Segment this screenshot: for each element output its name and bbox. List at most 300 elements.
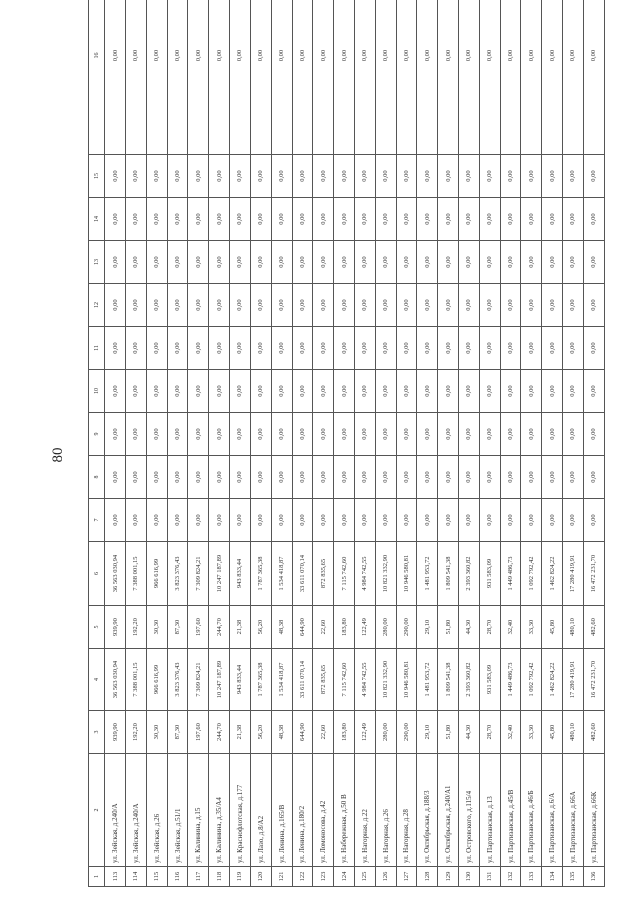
- value-cell: 56,20: [250, 606, 271, 649]
- value-cell: 0,00: [521, 456, 542, 499]
- value-cell: 0,00: [105, 241, 126, 284]
- table-row: [479, 0, 500, 887]
- address-cell: ул. Зейская, д.240/А: [105, 754, 126, 867]
- value-cell: 244,70: [209, 711, 230, 754]
- value-cell: 0,00: [146, 456, 167, 499]
- value-cell: 0,00: [209, 198, 230, 241]
- value-cell: 0,00: [105, 327, 126, 370]
- table-body: [89, 0, 605, 887]
- value-cell: 0,00: [250, 284, 271, 327]
- table-row: [375, 0, 396, 887]
- value-cell: 0,00: [417, 370, 438, 413]
- value-cell: 872 835,65: [313, 649, 334, 711]
- row-number: 113: [105, 867, 126, 887]
- table-row: [250, 0, 271, 887]
- value-cell: 192,20: [126, 606, 147, 649]
- value-cell: 0,00: [583, 327, 604, 370]
- address-cell: ул. Партизанская, д.45/В: [500, 754, 521, 867]
- address-cell: ул. Островского, д.115/4: [459, 754, 480, 867]
- value-cell: 0,00: [271, 0, 292, 155]
- value-cell: 0,00: [146, 327, 167, 370]
- value-cell: 0,00: [563, 155, 584, 198]
- value-cell: 36 563 030,94: [105, 649, 126, 711]
- value-cell: 0,00: [438, 413, 459, 456]
- row-number: 118: [209, 867, 230, 887]
- address-cell: ул. Партизанская, д.6/А: [542, 754, 563, 867]
- value-cell: 0,00: [521, 0, 542, 155]
- value-cell: 0,00: [479, 499, 500, 542]
- value-cell: 0,00: [334, 198, 355, 241]
- value-cell: 0,00: [375, 284, 396, 327]
- row-number: 122: [292, 867, 313, 887]
- value-cell: 0,00: [396, 499, 417, 542]
- value-cell: 33 611 070,14: [292, 542, 313, 606]
- value-cell: 966 616,99: [146, 649, 167, 711]
- value-cell: 0,00: [354, 456, 375, 499]
- value-cell: 0,00: [313, 0, 334, 155]
- value-cell: 1 481 953,72: [417, 542, 438, 606]
- value-cell: 0,00: [479, 198, 500, 241]
- value-cell: 0,00: [583, 198, 604, 241]
- value-cell: 0,00: [146, 284, 167, 327]
- value-cell: 0,00: [250, 241, 271, 284]
- value-cell: 0,00: [271, 370, 292, 413]
- value-cell: 0,00: [126, 241, 147, 284]
- value-cell: 0,00: [500, 456, 521, 499]
- table-row: [313, 0, 334, 887]
- value-cell: 56,20: [250, 711, 271, 754]
- table-row: [396, 0, 417, 887]
- value-cell: 0,00: [292, 241, 313, 284]
- value-cell: 0,00: [188, 284, 209, 327]
- value-cell: 0,00: [250, 198, 271, 241]
- value-cell: 0,00: [459, 241, 480, 284]
- value-cell: 0,00: [167, 198, 188, 241]
- value-cell: 0,00: [230, 241, 251, 284]
- column-number: 3: [89, 711, 105, 754]
- value-cell: 0,00: [209, 327, 230, 370]
- value-cell: 0,00: [334, 155, 355, 198]
- address-cell: ул. Нагорная, д.22: [354, 754, 375, 867]
- value-cell: 10 946 580,81: [396, 542, 417, 606]
- value-cell: 0,00: [542, 413, 563, 456]
- table-row: [209, 0, 230, 887]
- value-cell: 0,00: [375, 198, 396, 241]
- table-row: [459, 0, 480, 887]
- value-cell: 1 449 486,73: [500, 649, 521, 711]
- value-cell: 0,00: [417, 327, 438, 370]
- row-number: 120: [250, 867, 271, 887]
- value-cell: 0,00: [375, 413, 396, 456]
- value-cell: 28,70: [479, 711, 500, 754]
- value-cell: 0,00: [583, 241, 604, 284]
- value-cell: 0,00: [417, 155, 438, 198]
- row-number: 124: [334, 867, 355, 887]
- value-cell: 0,00: [271, 284, 292, 327]
- value-cell: 0,00: [188, 413, 209, 456]
- row-number: 121: [271, 867, 292, 887]
- value-cell: 0,00: [188, 155, 209, 198]
- row-number: 135: [563, 867, 584, 887]
- row-number: 132: [500, 867, 521, 887]
- value-cell: 0,00: [438, 370, 459, 413]
- value-cell: 0,00: [396, 413, 417, 456]
- value-cell: 0,00: [542, 284, 563, 327]
- address-cell: ул. Ленина, д.180/2: [292, 754, 313, 867]
- value-cell: 480,10: [563, 606, 584, 649]
- value-cell: 0,00: [167, 456, 188, 499]
- column-number: 9: [89, 413, 105, 456]
- value-cell: 0,00: [438, 284, 459, 327]
- value-cell: 0,00: [459, 413, 480, 456]
- row-number: 115: [146, 867, 167, 887]
- value-cell: 0,00: [563, 198, 584, 241]
- table-row: [417, 0, 438, 887]
- value-cell: 0,00: [542, 499, 563, 542]
- table-row: [188, 0, 209, 887]
- value-cell: 0,00: [459, 0, 480, 155]
- row-number: 117: [188, 867, 209, 887]
- value-cell: 1 809 541,38: [438, 542, 459, 606]
- table-row: [334, 0, 355, 887]
- column-number: 6: [89, 542, 105, 606]
- value-cell: 0,00: [500, 198, 521, 241]
- row-number: 127: [396, 867, 417, 887]
- value-cell: 0,00: [521, 284, 542, 327]
- value-cell: 0,00: [209, 456, 230, 499]
- value-cell: 4 984 742,55: [354, 542, 375, 606]
- value-cell: 0,00: [417, 456, 438, 499]
- value-cell: 0,00: [188, 456, 209, 499]
- value-cell: 0,00: [105, 456, 126, 499]
- value-cell: 0,00: [417, 499, 438, 542]
- value-cell: 0,00: [500, 370, 521, 413]
- address-cell: ул. Нагорная, д.26: [375, 754, 396, 867]
- value-cell: 0,00: [563, 0, 584, 155]
- value-cell: 0,00: [417, 413, 438, 456]
- value-cell: 0,00: [583, 456, 604, 499]
- value-cell: 1 449 486,73: [500, 542, 521, 606]
- value-cell: 0,00: [292, 370, 313, 413]
- value-cell: 280,00: [375, 711, 396, 754]
- value-cell: 7 309 824,21: [188, 542, 209, 606]
- value-cell: 480,10: [563, 711, 584, 754]
- value-cell: 0,00: [521, 499, 542, 542]
- value-cell: 10 821 332,90: [375, 542, 396, 606]
- row-number: 133: [521, 867, 542, 887]
- value-cell: 0,00: [354, 327, 375, 370]
- column-number: 4: [89, 649, 105, 711]
- value-cell: 0,00: [230, 456, 251, 499]
- value-cell: 0,00: [375, 0, 396, 155]
- value-cell: 0,00: [313, 155, 334, 198]
- value-cell: 0,00: [126, 155, 147, 198]
- address-cell: ул. Краснофлотская, д.177: [230, 754, 251, 867]
- value-cell: 0,00: [105, 155, 126, 198]
- table-row: [563, 0, 584, 887]
- value-cell: 10 247 187,89: [209, 542, 230, 606]
- value-cell: 7 388 001,15: [126, 542, 147, 606]
- value-cell: 32,40: [500, 711, 521, 754]
- value-cell: 0,00: [563, 370, 584, 413]
- value-cell: 0,00: [292, 413, 313, 456]
- row-number: 116: [167, 867, 188, 887]
- value-cell: 0,00: [479, 155, 500, 198]
- value-cell: 0,00: [126, 198, 147, 241]
- value-cell: 939,90: [105, 606, 126, 649]
- table-row: [438, 0, 459, 887]
- value-cell: 0,00: [105, 284, 126, 327]
- table-row: [126, 0, 147, 887]
- value-cell: 0,00: [292, 198, 313, 241]
- value-cell: 0,00: [334, 284, 355, 327]
- value-cell: 0,00: [230, 413, 251, 456]
- value-cell: 0,00: [230, 198, 251, 241]
- value-cell: 197,60: [188, 711, 209, 754]
- value-cell: 0,00: [459, 155, 480, 198]
- value-cell: 0,00: [188, 370, 209, 413]
- value-cell: 1 787 365,38: [250, 649, 271, 711]
- value-cell: 939,90: [105, 711, 126, 754]
- address-cell: ул. Зейская, д.240/А: [126, 754, 147, 867]
- address-cell: ул. Ломоносова, д.42: [313, 754, 334, 867]
- value-cell: 0,00: [542, 456, 563, 499]
- value-cell: 0,00: [271, 241, 292, 284]
- value-cell: 0,00: [354, 0, 375, 155]
- value-cell: 0,00: [396, 155, 417, 198]
- row-number: 123: [313, 867, 334, 887]
- page-number: 80: [50, 447, 66, 463]
- value-cell: 183,80: [334, 711, 355, 754]
- value-cell: 0,00: [417, 0, 438, 155]
- value-cell: 0,00: [105, 413, 126, 456]
- value-cell: 0,00: [334, 370, 355, 413]
- value-cell: 0,00: [167, 241, 188, 284]
- value-cell: 0,00: [250, 0, 271, 155]
- value-cell: 0,00: [583, 284, 604, 327]
- value-cell: 1 092 792,42: [521, 649, 542, 711]
- value-cell: 0,00: [354, 155, 375, 198]
- value-cell: 644,90: [292, 606, 313, 649]
- row-number: 114: [126, 867, 147, 887]
- value-cell: 29,10: [417, 606, 438, 649]
- value-cell: 0,00: [583, 413, 604, 456]
- table-row: [583, 0, 604, 887]
- housing-table: [88, 0, 605, 887]
- value-cell: 28,70: [479, 606, 500, 649]
- column-number: 7: [89, 499, 105, 542]
- row-number: 134: [542, 867, 563, 887]
- value-cell: 3 823 376,43: [167, 649, 188, 711]
- value-cell: 16 472 231,70: [583, 649, 604, 711]
- value-cell: 0,00: [250, 413, 271, 456]
- value-cell: 0,00: [375, 370, 396, 413]
- value-cell: 0,00: [500, 413, 521, 456]
- value-cell: 0,00: [250, 370, 271, 413]
- value-cell: 0,00: [479, 327, 500, 370]
- column-number: 15: [89, 155, 105, 198]
- value-cell: 44,30: [459, 606, 480, 649]
- value-cell: 4 984 742,55: [354, 649, 375, 711]
- value-cell: 0,00: [438, 155, 459, 198]
- table-row: [271, 0, 292, 887]
- row-number: 128: [417, 867, 438, 887]
- column-number: 14: [89, 198, 105, 241]
- value-cell: 17 280 419,91: [563, 649, 584, 711]
- value-cell: 0,00: [105, 499, 126, 542]
- value-cell: 0,00: [375, 241, 396, 284]
- value-cell: 0,00: [313, 241, 334, 284]
- value-cell: 22,60: [313, 606, 334, 649]
- value-cell: 0,00: [417, 284, 438, 327]
- value-cell: 51,80: [438, 606, 459, 649]
- value-cell: 21,38: [230, 606, 251, 649]
- value-cell: 0,00: [375, 499, 396, 542]
- address-cell: ул. Партизанская, д.66А: [563, 754, 584, 867]
- value-cell: 0,00: [396, 284, 417, 327]
- value-cell: 0,00: [126, 284, 147, 327]
- value-cell: 644,90: [292, 711, 313, 754]
- value-cell: 0,00: [271, 456, 292, 499]
- value-cell: 482,60: [583, 606, 604, 649]
- value-cell: 0,00: [438, 327, 459, 370]
- value-cell: 7 309 824,21: [188, 649, 209, 711]
- value-cell: 0,00: [479, 0, 500, 155]
- value-cell: 0,00: [438, 456, 459, 499]
- address-cell: ул. Партизанская, д.66К: [583, 754, 604, 867]
- value-cell: 0,00: [188, 198, 209, 241]
- value-cell: 0,00: [209, 284, 230, 327]
- value-cell: 0,00: [521, 155, 542, 198]
- value-cell: 0,00: [271, 499, 292, 542]
- value-cell: 87,30: [167, 606, 188, 649]
- value-cell: 0,00: [396, 241, 417, 284]
- table-row: [167, 0, 188, 887]
- value-cell: 0,00: [334, 0, 355, 155]
- value-cell: 482,60: [583, 711, 604, 754]
- value-cell: 0,00: [334, 327, 355, 370]
- value-cell: 0,00: [250, 327, 271, 370]
- value-cell: 0,00: [459, 284, 480, 327]
- address-cell: ул. Нагорная, д.28: [396, 754, 417, 867]
- value-cell: 0,00: [167, 413, 188, 456]
- value-cell: 0,00: [396, 0, 417, 155]
- value-cell: 1 462 824,22: [542, 542, 563, 606]
- value-cell: 3 823 376,43: [167, 542, 188, 606]
- value-cell: 33,30: [521, 711, 542, 754]
- value-cell: 32,40: [500, 606, 521, 649]
- value-cell: 0,00: [105, 0, 126, 155]
- value-cell: 0,00: [459, 499, 480, 542]
- value-cell: 48,38: [271, 711, 292, 754]
- value-cell: 51,80: [438, 711, 459, 754]
- value-cell: 943 833,44: [230, 542, 251, 606]
- value-cell: 0,00: [521, 198, 542, 241]
- value-cell: 0,00: [334, 499, 355, 542]
- value-cell: 0,00: [271, 327, 292, 370]
- value-cell: 0,00: [146, 499, 167, 542]
- value-cell: 0,00: [354, 284, 375, 327]
- value-cell: 0,00: [230, 327, 251, 370]
- value-cell: 2 393 360,82: [459, 649, 480, 711]
- value-cell: 0,00: [167, 0, 188, 155]
- value-cell: 0,00: [500, 155, 521, 198]
- value-cell: 966 616,99: [146, 542, 167, 606]
- value-cell: 44,30: [459, 711, 480, 754]
- value-cell: 0,00: [563, 499, 584, 542]
- column-number: 1: [89, 867, 105, 887]
- value-cell: 0,00: [521, 327, 542, 370]
- column-number: 11: [89, 327, 105, 370]
- value-cell: 0,00: [292, 456, 313, 499]
- value-cell: 7 388 001,15: [126, 649, 147, 711]
- value-cell: 0,00: [292, 155, 313, 198]
- value-cell: 0,00: [396, 456, 417, 499]
- column-number: 16: [89, 0, 105, 155]
- value-cell: 0,00: [313, 198, 334, 241]
- value-cell: 1 534 418,87: [271, 649, 292, 711]
- value-cell: 22,60: [313, 711, 334, 754]
- value-cell: 122,49: [354, 606, 375, 649]
- value-cell: 0,00: [167, 284, 188, 327]
- column-number: 5: [89, 606, 105, 649]
- value-cell: 0,00: [417, 198, 438, 241]
- table-row: [500, 0, 521, 887]
- value-cell: 0,00: [459, 370, 480, 413]
- table-row: [230, 0, 251, 887]
- value-cell: 0,00: [146, 198, 167, 241]
- value-cell: 1 809 541,38: [438, 649, 459, 711]
- value-cell: 0,00: [292, 284, 313, 327]
- value-cell: 0,00: [146, 370, 167, 413]
- value-cell: 2 393 360,82: [459, 542, 480, 606]
- value-cell: 16 472 231,70: [583, 542, 604, 606]
- value-cell: 7 115 742,60: [334, 649, 355, 711]
- value-cell: 21,38: [230, 711, 251, 754]
- value-cell: 0,00: [438, 198, 459, 241]
- address-cell: ул. Зейская, д.26: [146, 754, 167, 867]
- table-row: [292, 0, 313, 887]
- value-cell: 0,00: [583, 370, 604, 413]
- value-cell: 0,00: [542, 198, 563, 241]
- value-cell: 0,00: [250, 155, 271, 198]
- row-number: 125: [354, 867, 375, 887]
- value-cell: 0,00: [188, 499, 209, 542]
- value-cell: 0,00: [126, 370, 147, 413]
- value-cell: 0,00: [250, 456, 271, 499]
- value-cell: 36 563 030,94: [105, 542, 126, 606]
- table-container: [88, 49, 605, 887]
- address-cell: ул. Октябрьская, д.240/А1: [438, 754, 459, 867]
- value-cell: 0,00: [126, 0, 147, 155]
- value-cell: 0,00: [438, 241, 459, 284]
- value-cell: 0,00: [271, 155, 292, 198]
- value-cell: 0,00: [583, 0, 604, 155]
- value-cell: 0,00: [583, 499, 604, 542]
- table-row: [146, 0, 167, 887]
- column-number: 2: [89, 754, 105, 867]
- value-cell: 0,00: [146, 155, 167, 198]
- value-cell: 197,60: [188, 606, 209, 649]
- value-cell: 0,00: [313, 456, 334, 499]
- value-cell: 0,00: [500, 499, 521, 542]
- value-cell: 0,00: [542, 241, 563, 284]
- value-cell: 0,00: [542, 327, 563, 370]
- address-cell: ул. Лазо, д.8/А2: [250, 754, 271, 867]
- value-cell: 0,00: [292, 499, 313, 542]
- value-cell: 0,00: [271, 198, 292, 241]
- value-cell: 48,38: [271, 606, 292, 649]
